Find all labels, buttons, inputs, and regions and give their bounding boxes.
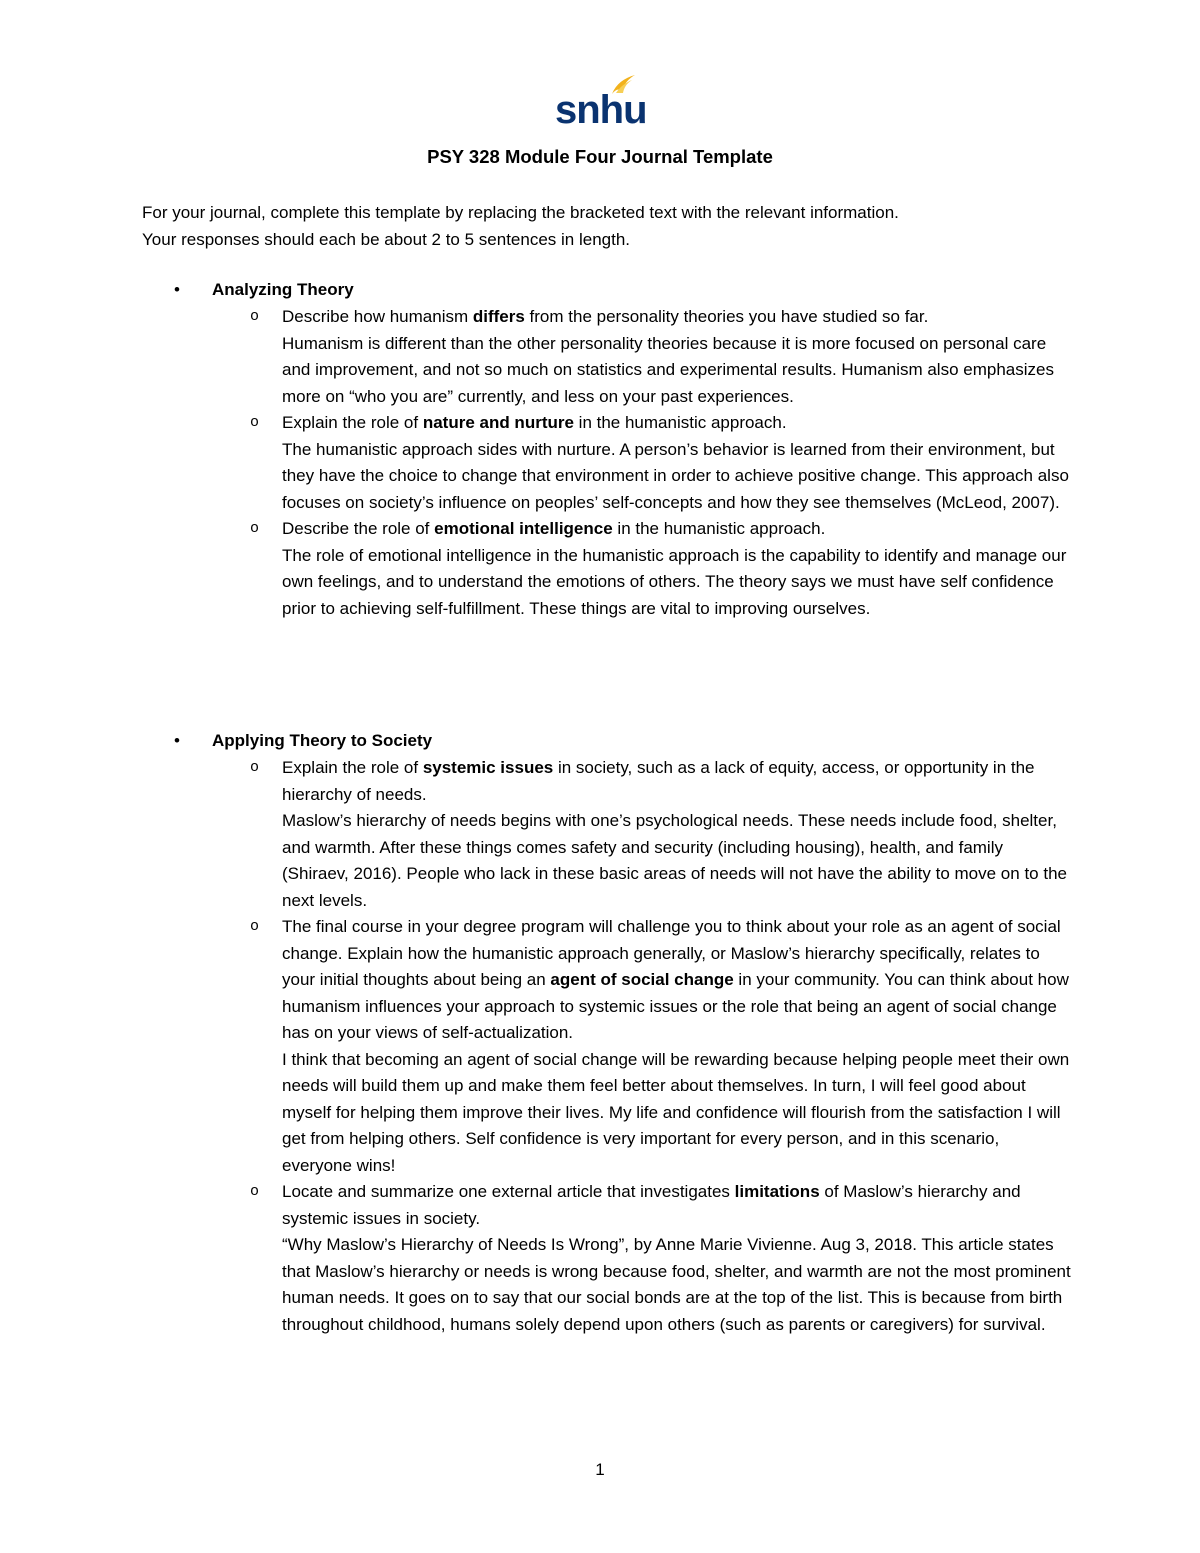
sub-bullet-icon: o [250,759,260,776]
answer: “Why Maslow’s Hierarchy of Needs Is Wrong”, by Anne Marie Vivienne. Aug 3, 2018. This article states that Maslow’s hierarchy or needs is wrong because food, shelter, and warmth are not the most prominent human needs. It goes on to say that our social bonds are at the top of the list. This is because from birth throughout childhood, humans solely depend upon others (such as parents or caregivers) for survival. [282,1235,1071,1334]
sub-bullet-icon: o [250,308,260,325]
question: Explain the role of nature and nurture in the humanistic approach. [282,413,787,432]
list-item [142,410,1072,516]
sub-bullet-icon: o [250,1183,260,1200]
section-title: Applying Theory to Society [212,731,433,750]
section-title: Analyzing Theory [212,280,354,299]
item-list [142,755,1072,1338]
answer: The humanistic approach sides with nurture. A person’s behavior is learned from their environment, but they have the choice to change that environment in order to achieve positive change. This approach also focuses on society’s influence on peoples’ self-concepts and how they see themselves (McLeod, 2007). [282,439,1069,512]
section-analyzing-theory [142,277,1072,622]
question: Explain the role of systemic issues in society, such as a lack of equity, access, or opportunity in the hierarchy of needs. [282,758,1035,804]
intro-line: Your responses should each be about 2 to 5 sentences in length. [142,229,631,249]
sub-bullet-icon: o [250,520,260,537]
list-item [142,755,1072,914]
sub-bullet-icon: o [250,918,260,935]
sub-bullet-icon: o [250,414,260,431]
question: The final course in your degree program will challenge you to think about your role as an agent of social change. Explain how the humanistic approach generally, or Maslow’s hierarchy specifically, relates to your initial thoughts about being an agent of social change in your community. You can think about how humanism influences your approach to systemic issues or the role that being an agent of social change has on your views of self-actualization. [282,917,1069,1042]
section-applying-theory [142,728,1072,1338]
list-item [142,1179,1072,1338]
logo-text: snhu [555,88,647,132]
snhu-logo [555,74,647,132]
intro-line: For your journal, complete this template by replacing the bracketed text with the relevant information. [142,203,899,222]
page-number: 1 [595,1460,605,1479]
question: Describe the role of emotional intelligence in the humanistic approach. [282,519,826,538]
bullet-icon: • [174,731,180,750]
question: Describe how humanism differs from the personality theories you have studied so far. [282,307,929,326]
answer: Humanism is different than the other personality theories because it is more focused on personal care and improvement, and not so much on statistics and experimental results. Humanism also emphasizes more on “who you are” currently, and less on your past experiences. [282,333,1054,406]
page-title: PSY 328 Module Four Journal Template [427,146,773,167]
section-heading [142,277,1072,304]
list-item [142,304,1072,410]
answer: I think that becoming an agent of social change will be rewarding because helping people meet their own needs will build them up and make them feel better about themselves. In turn, I will feel good about myself for helping them improve their lives. My life and confidence will flourish from the satisfaction I will get from helping others. Self confidence is very important for every person, and in this scenario, everyone wins! [282,1049,1070,1175]
bullet-icon: • [174,280,180,299]
section-heading [142,728,1072,755]
list-item [142,914,1072,1179]
intro [142,200,1072,253]
answer: The role of emotional intelligence in the humanistic approach is the capability to identify and manage our own feelings, and to understand the emotions of others. The theory says we must have self confidence prior to achieving self-fulfillment. These things are vital to improving ourselves. [282,545,1067,618]
list-item [142,516,1072,622]
item-list [142,304,1072,622]
question: Locate and summarize one external article that investigates limitations of Maslow’s hierarchy and systemic issues in society. [282,1182,1021,1228]
answer: Maslow’s hierarchy of needs begins with one’s psychological needs. These needs include food, shelter, and warmth. After these things comes safety and security (including housing), health, and family (Shiraev, 2016). People who lack in these basic areas of needs will not have the ability to move on to the next levels. [282,811,1067,910]
